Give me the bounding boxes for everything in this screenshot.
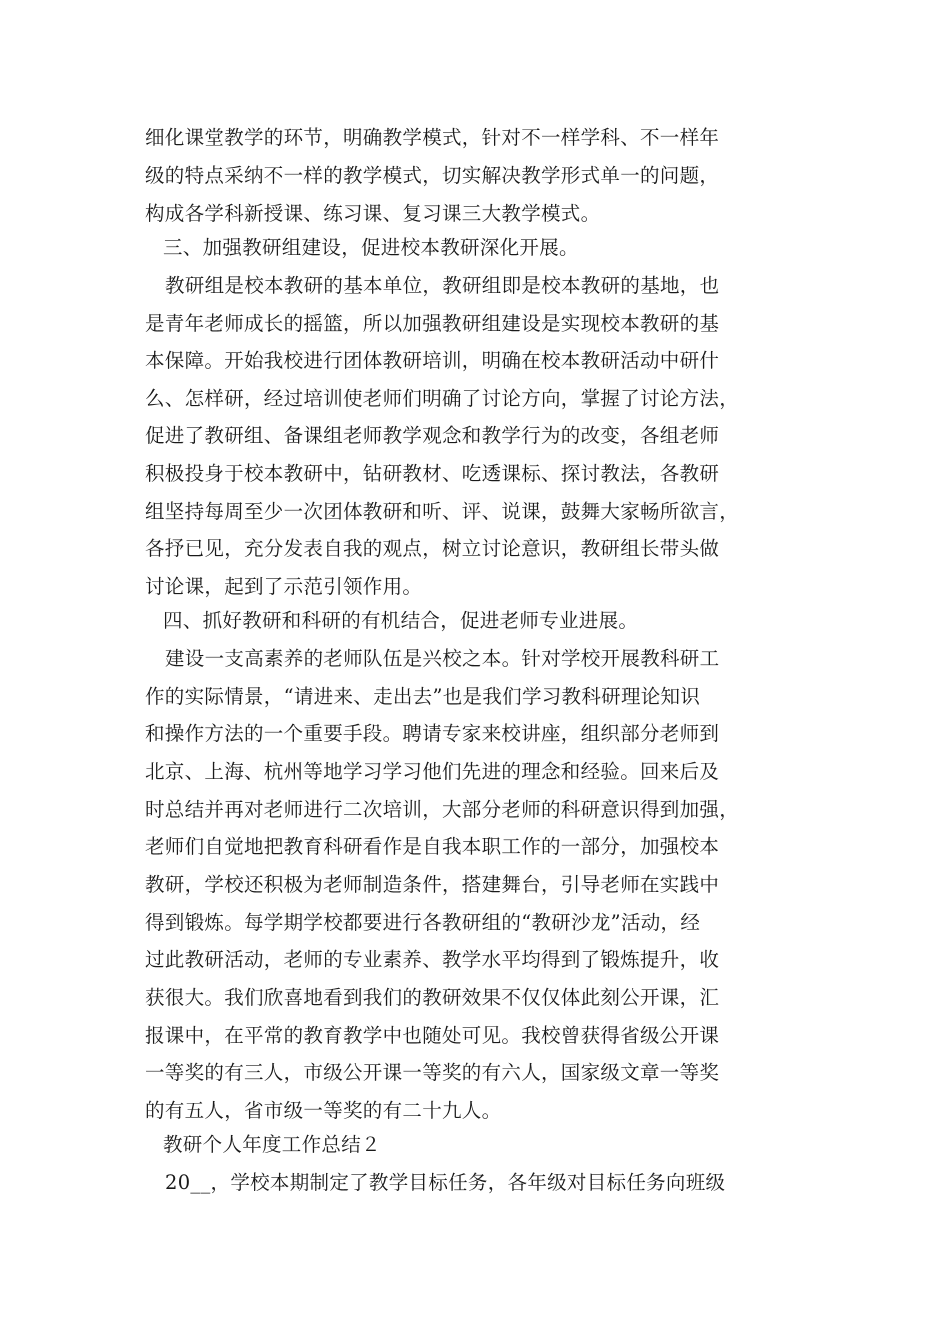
section-heading: 三、加强教研组建设，促进校本教研深化开展。: [163, 236, 579, 259]
paragraph-line: 组坚持每周至少一次团体教研和听、评、说课，鼓舞大家畅所欲言，: [145, 500, 740, 523]
paragraph-line: 获很大。我们欣喜地看到我们的教研效果不仅仅体此刻公开课，汇: [145, 986, 720, 1009]
paragraph-line: 北京、上海、杭州等地学习学习他们先进的理念和经验。回来后及: [145, 760, 720, 783]
paragraph-line: 20__，学校本期制定了教学目标任务，各年级对目标任务向班级: [165, 1171, 726, 1194]
paragraph-line: 教研，学校还积极为老师制造条件，搭建舞台，引导老师在实践中: [145, 873, 720, 896]
paragraph-line: 报课中，在平常的教育教学中也随处可见。我校曾获得省级公开课: [145, 1024, 720, 1047]
paragraph-line: 本保障。开始我校进行团体教研培训，明确在校本教研活动中研什: [145, 349, 720, 372]
paragraph-line: 过此教研活动，老师的专业素养、教学水平均得到了锻炼提升，收: [145, 948, 720, 971]
paragraph-line: 教研组是校本教研的基本单位，教研组即是校本教研的基地，也: [165, 274, 720, 297]
paragraph-line: 得到锻炼。每学期学校都要进行各教研组的“教研沙龙”活动，经: [145, 911, 701, 934]
paragraph-line: 是青年老师成长的摇篮，所以加强教研组建设是实现校本教研的基: [145, 312, 720, 335]
document-subtitle: 教研个人年度工作总结２: [163, 1133, 381, 1156]
paragraph-line: 各抒已见，充分发表自我的观点，树立讨论意识，教研组长带头做: [145, 537, 720, 560]
paragraph-line: 么、怎样研，经过培训使老师们明确了讨论方向，掌握了讨论方法，: [145, 387, 740, 410]
paragraph-line: 级的特点采纳不一样的教学模式，切实解决教学形式单一的问题，: [145, 164, 720, 187]
paragraph-line: 讨论课，起到了示范引领作用。: [145, 575, 423, 598]
paragraph-line: 的有五人，省市级一等奖的有二十九人。: [145, 1099, 502, 1122]
paragraph-line: 建设一支高素养的老师队伍是兴校之本。针对学校开展教科研工: [165, 647, 720, 670]
paragraph-line: 和操作方法的一个重要手段。聘请专家来校讲座，组织部分老师到: [145, 722, 720, 745]
paragraph-line: 细化课堂教学的环节，明确教学模式，针对不一样学科、不一样年: [145, 126, 720, 149]
paragraph-line: 积极投身于校本教研中，钻研教材、吃透课标、探讨教法，各教研: [145, 462, 720, 485]
paragraph-line: 时总结并再对老师进行二次培训，大部分老师的科研意识得到加强，: [145, 798, 740, 821]
section-heading: 四、抓好教研和科研的有机结合，促进老师专业进展。: [163, 609, 639, 632]
paragraph-line: 作的实际情景，“请进来、走出去”也是我们学习教科研理论知识: [145, 685, 701, 708]
paragraph-line: 构成各学科新授课、练习课、复习课三大教学模式。: [145, 202, 601, 225]
paragraph-line: 老师们自觉地把教育科研看作是自我本职工作的一部分，加强校本: [145, 835, 720, 858]
paragraph-line: 促进了教研组、备课组老师教学观念和教学行为的改变，各组老师: [145, 424, 720, 447]
paragraph-line: 一等奖的有三人，市级公开课一等奖的有六人，国家级文章一等奖: [145, 1061, 720, 1084]
